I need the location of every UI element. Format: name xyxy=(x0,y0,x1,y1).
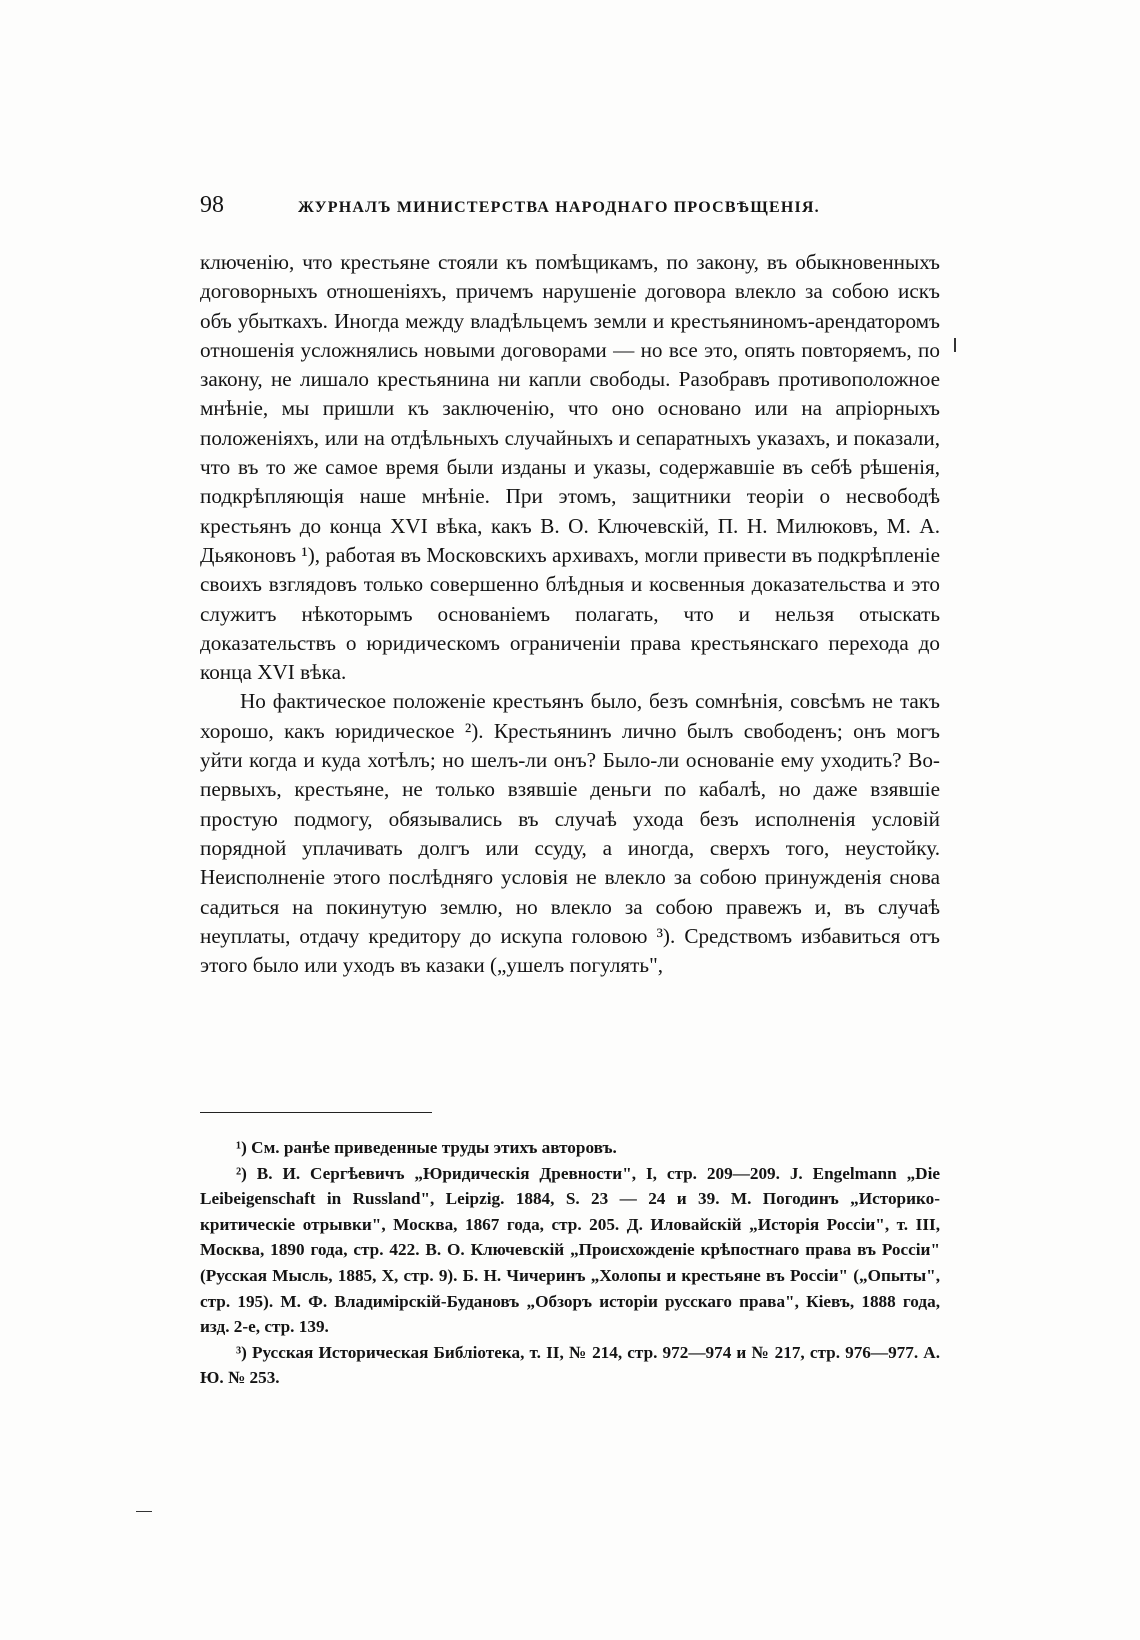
footnote-3: ³) Русская Историческая Библіотека, т. II, № 214, стр. 972—974 и № 217, стр. 976—977. А. Ю. № 253. xyxy=(200,1342,940,1388)
margin-tick xyxy=(954,338,956,352)
page-header xyxy=(200,192,940,219)
footnote-1: ¹) См. ранѣе приведенные труды этихъ авторовъ. xyxy=(236,1138,617,1157)
running-title: ЖУРНАЛЪ МИНИСТЕРСТВА НАРОДНАГО ПРОСВѢЩЕНІЯ. xyxy=(298,199,820,216)
paragraph-1: ключенію, что крестьяне стояли къ помѣщикамъ, по закону, въ обыкновенныхъ договорныхъ отношеніяхъ, причемъ нарушеніе договора влекло за собою искъ объ убыткахъ. Иногда между владѣльцемъ земли и крестьяниномъ-арендаторомъ отношенія усложнялись новыми договорами — но все это, опять повторяемъ, по закону, не лишало крестьянина ни капли свободы. Разобравъ противоположное мнѣніе, мы пришли къ заключенію, что оно основано или на апріорныхъ положеніяхъ, или на отдѣльныхъ случайныхъ и сепаратныхъ указахъ, и показали, что въ то же самое время были изданы и указы, содержавшіе въ себѣ рѣшенія, подкрѣпляющія наше мнѣніе. При этомъ, защитники теоріи о несвободѣ крестьянъ до конца XVI вѣка, какъ В. О. Ключевскій, П. Н. Милюковъ, М. А. Дьяконовъ ¹), работая въ Московскихъ архивахъ, могли привести въ подкрѣпленіе своихъ взглядовъ только совершенно блѣдныя и косвенныя доказательства и это служитъ нѣкоторымъ основаніемъ полагать, что и нельзя отыскать доказательствъ о юридическомъ ограниченіи права крестьянскаго перехода до конца XVI вѣка. xyxy=(200,250,940,685)
margin-mark xyxy=(136,1511,152,1512)
paragraph-2: Но фактическое положеніе крестьянъ было, безъ сомнѣнія, совсѣмъ не такъ хорошо, какъ юридическое ²). Крестьянинъ лично былъ свободенъ; онъ могъ уйти когда и куда хотѣлъ; но шелъ-ли онъ? Было-ли основаніе ему уходить? Во-первыхъ, крестьяне, не только взявшіе деньги по кабалѣ, но даже взявшіе простую подмогу, обязывались въ случаѣ ухода безъ исполненія условій порядной уплачивать долгъ или ссуду, а иногда, сверхъ того, неустойку. Неисполненіе этого послѣдняго условія не влекло за собою принужденія снова садиться на покинутую землю, но влекло за собою правежъ и, въ случаѣ неуплаты, отдачу кредитору до искупа головою ³). Средствомъ избавиться отъ этого было или уходъ въ казаки („ушелъ погулять", xyxy=(200,689,940,978)
footnote-2: ²) В. И. Сергѣевичъ „Юридическія Древности", I, стр. 209—209. J. Engelmann „Die Leibeigenschaft in Russland", Leipzig. 1884, S. 23 — 24 и 39. М. Погодинъ „Историко-критическіе отрывки", Москва, 1867 года, стр. 205. Д. Иловайскій „Исторія Россіи", т. III, Москва, 1890 года, стр. 422. В. О. Ключевскій „Происхожденіе крѣпостнаго права въ Россіи" (Русская Мысль, 1885, X, стр. 9). Б. Н. Чичеринъ „Холопы и крестьяне въ Россіи" („Опыты", стр. 195). М. Ф. Владимірскій-Будановъ „Обзоръ исторіи русскаго права", Кіевъ, 1888 года, изд. 2-е, стр. 139. xyxy=(200,1163,940,1337)
footnote-rule xyxy=(200,1112,432,1113)
main-text xyxy=(200,248,940,980)
footnotes xyxy=(200,1135,940,1391)
page-number: 98 xyxy=(200,192,224,218)
